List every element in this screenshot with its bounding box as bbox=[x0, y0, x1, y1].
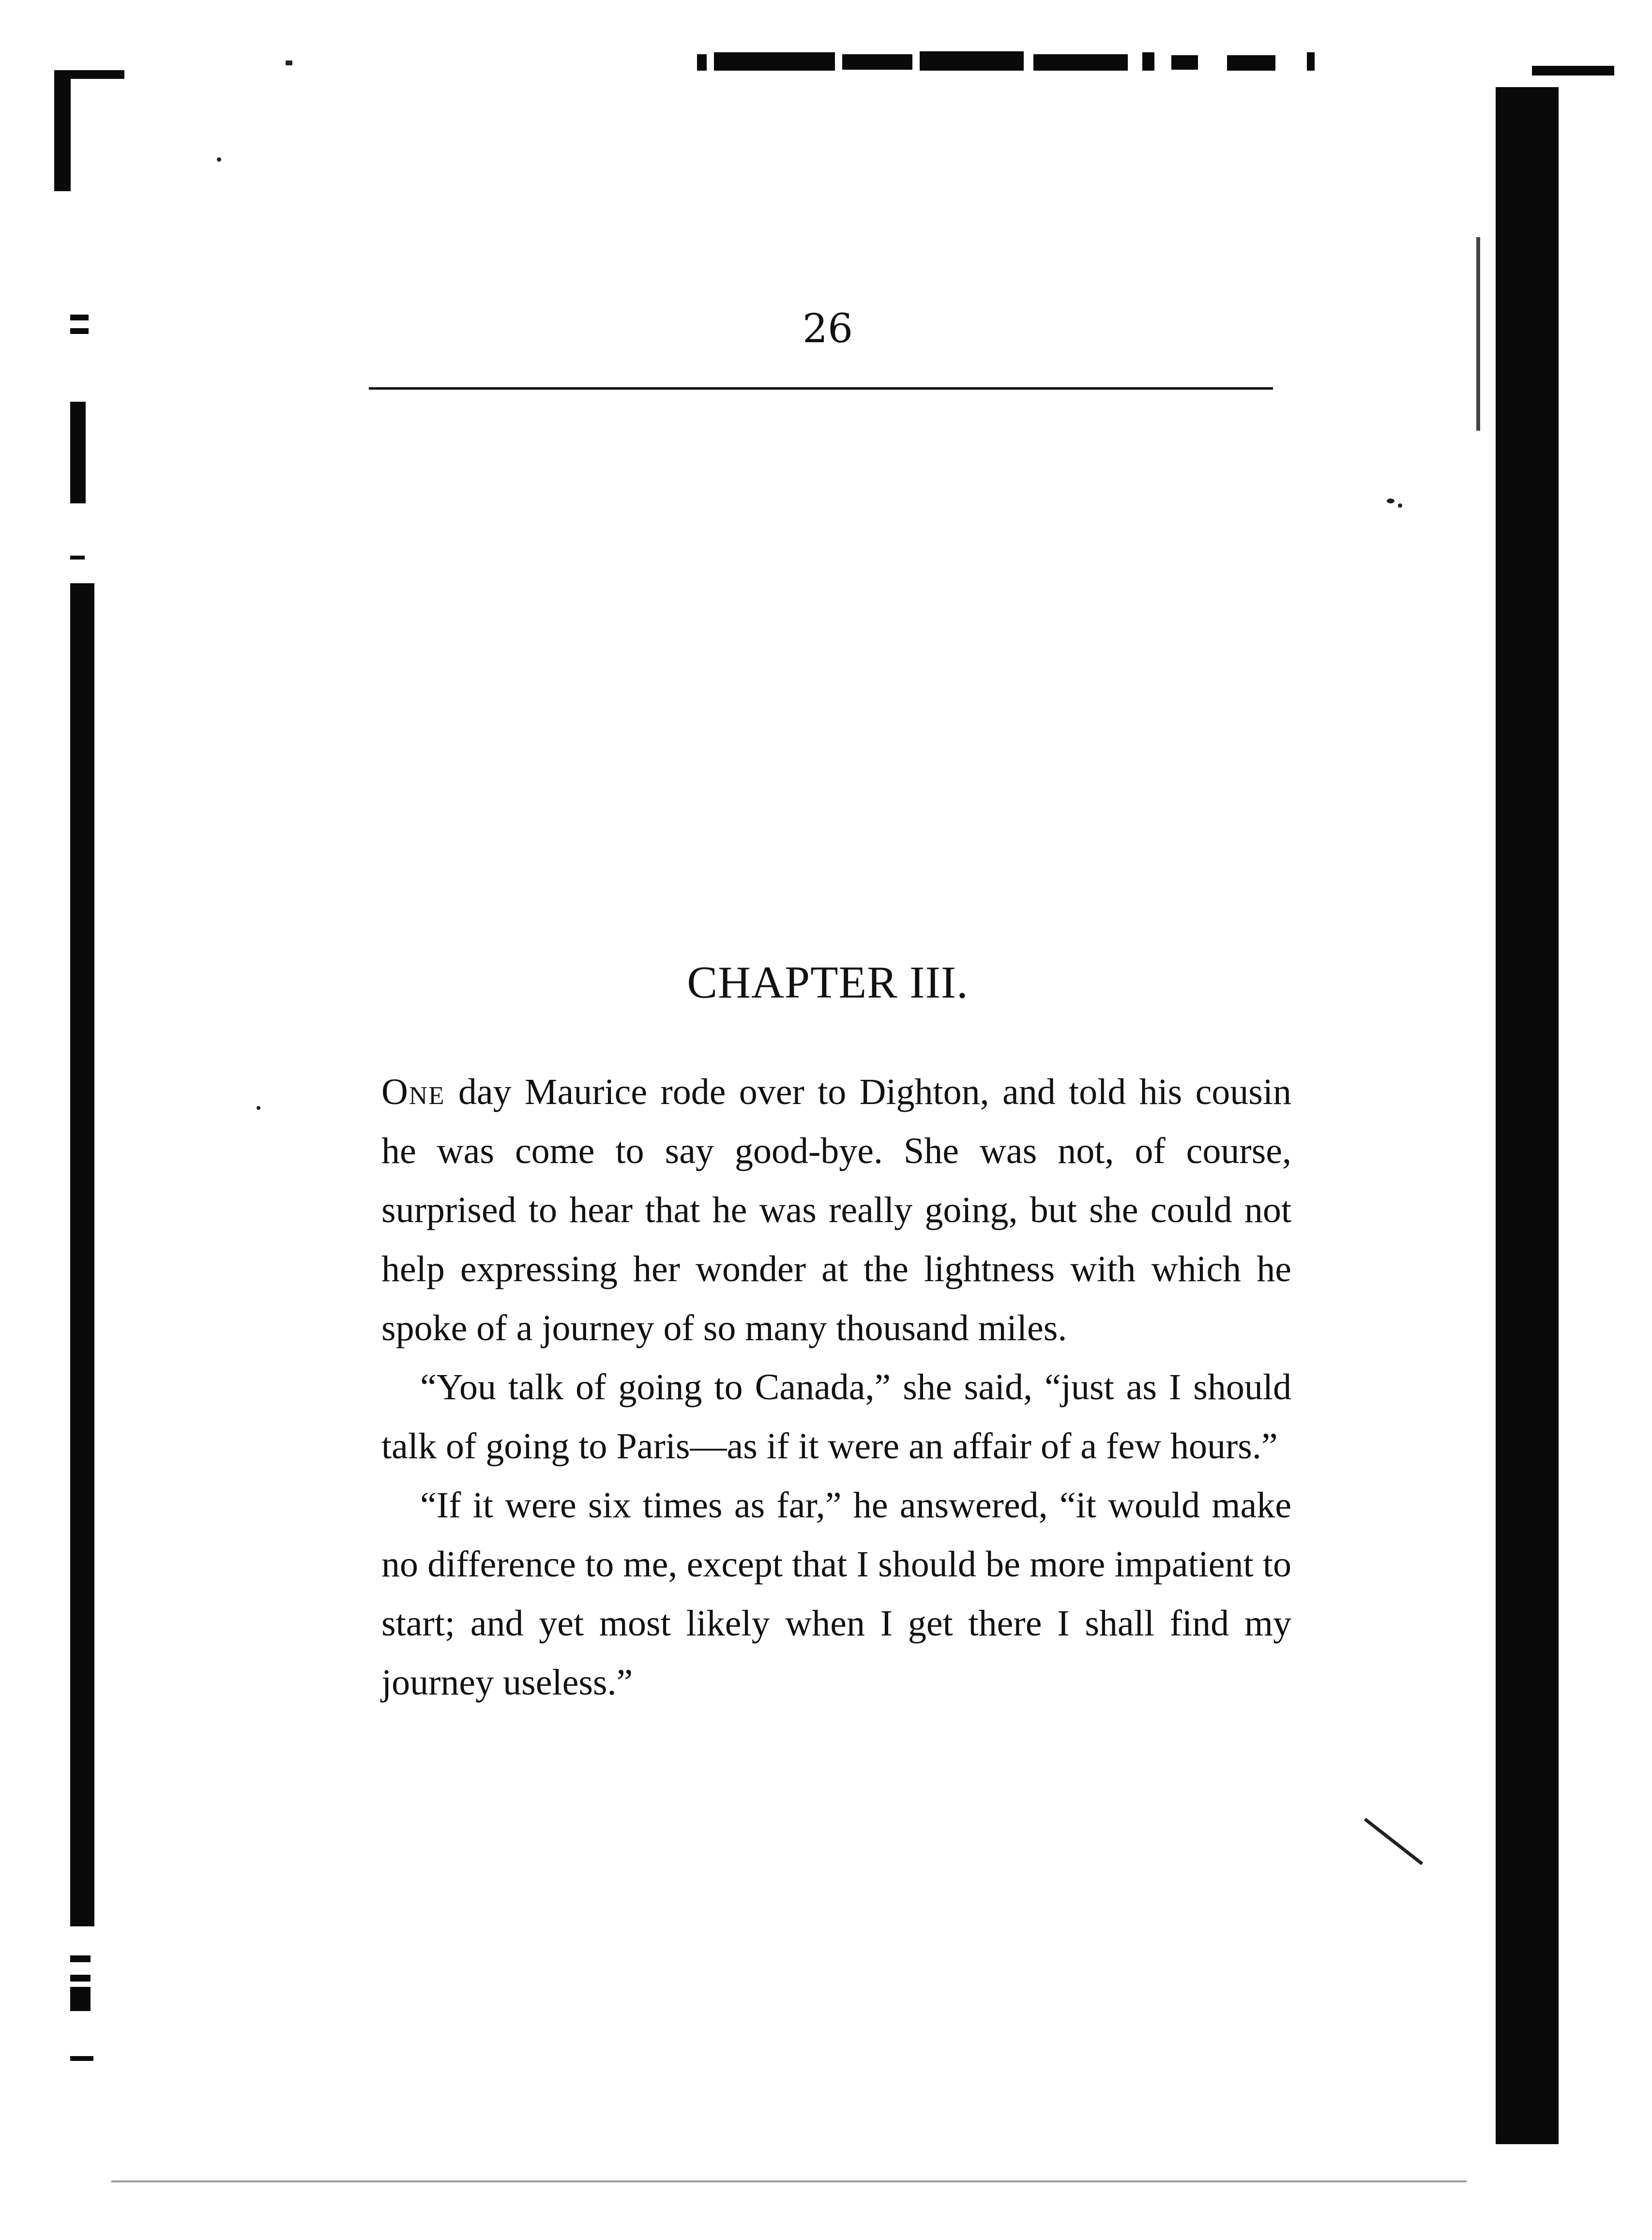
scan-artifact bbox=[70, 2056, 93, 2061]
scan-artifact bbox=[920, 51, 1024, 71]
header-rule bbox=[369, 387, 1273, 390]
scan-mark bbox=[1364, 1818, 1424, 1865]
scan-artifact bbox=[1033, 54, 1128, 71]
scan-speck bbox=[1398, 503, 1402, 508]
scan-artifact bbox=[842, 54, 912, 70]
page-edge-shadow bbox=[70, 583, 94, 1926]
scan-artifact bbox=[70, 556, 85, 560]
paragraph-text: day Maurice rode over to Dighton, and told his cousin he was come to say good-bye. She was not, of course, surprised to hear that he was really going, but she could not help expressing her wonder at the lightness with which he spoke of a journey of so many thousand miles. bbox=[381, 1072, 1291, 1348]
scan-artifact bbox=[70, 1987, 91, 2011]
scan-artifact bbox=[697, 54, 707, 71]
paragraph: “You talk of going to Canada,” she said, “just as I should talk of going to Paris—as if it were an affair of a few hours.” bbox=[381, 1367, 1291, 1467]
chapter-body bbox=[381, 1062, 1291, 1712]
scan-artifact bbox=[1171, 55, 1198, 70]
binding-edge-shadow bbox=[1496, 87, 1559, 2144]
scan-artifact bbox=[70, 315, 89, 320]
page-number: 26 bbox=[802, 306, 853, 352]
scan-speck bbox=[286, 61, 292, 65]
scan-artifact bbox=[70, 1955, 91, 1962]
paragraph: “If it were six times as far,” he answered, “it would make no difference to me, except that I should be more impatient to start; and yet most likely when I get there I shall find my journey useless.” bbox=[381, 1485, 1291, 1703]
scan-artifact bbox=[70, 328, 89, 334]
paragraph-lead: One bbox=[381, 1072, 445, 1112]
paragraph bbox=[381, 1062, 1291, 1358]
scan-speck bbox=[217, 157, 221, 162]
scan-artifact bbox=[54, 75, 71, 191]
scan-artifact bbox=[1476, 237, 1480, 431]
scan-artifact bbox=[1532, 66, 1614, 76]
scan-speck bbox=[1387, 499, 1394, 503]
scan-artifact bbox=[1307, 52, 1315, 71]
scan-artifact bbox=[1227, 55, 1275, 71]
scan-speck bbox=[257, 1106, 260, 1110]
scan-artifact bbox=[1142, 52, 1154, 71]
scan-artifact bbox=[70, 1975, 91, 1982]
chapter-heading: CHAPTER III. bbox=[687, 957, 969, 1008]
scan-artifact bbox=[70, 402, 86, 503]
scan-artifact bbox=[714, 52, 835, 71]
scan-artifact bbox=[111, 2180, 1467, 2182]
